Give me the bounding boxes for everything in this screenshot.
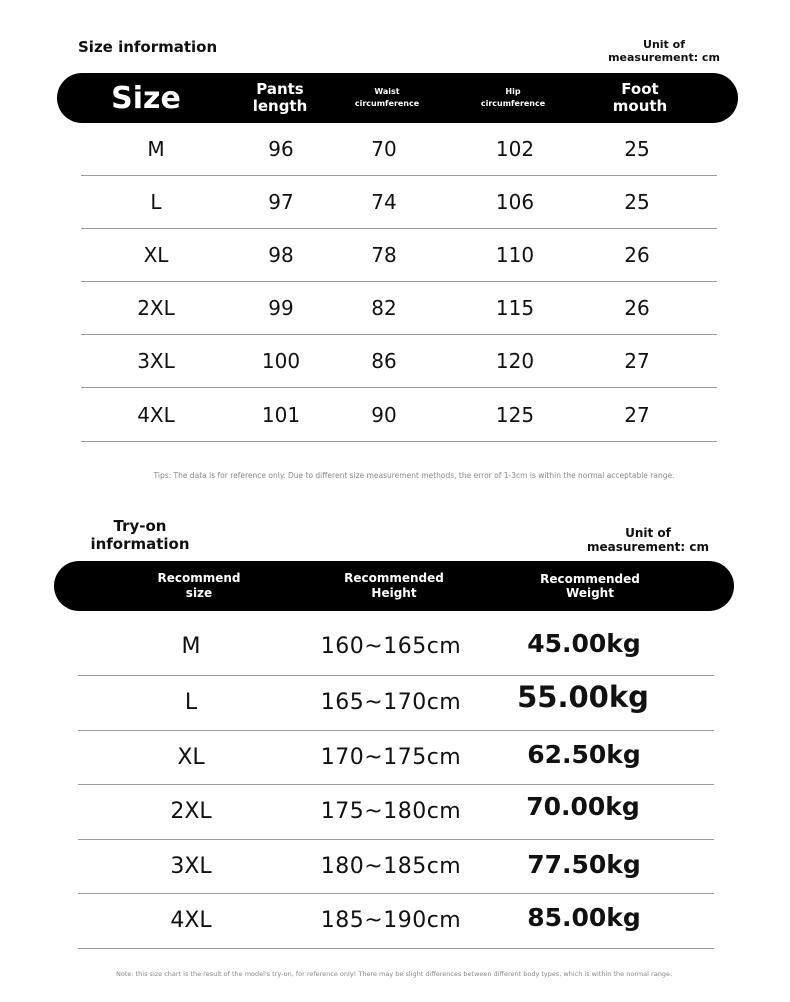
size-info-title: Size information [78,38,218,56]
cell-foot-mouth: 27 [624,402,650,427]
cell-recommended-weight: 77.50kg [527,849,641,879]
size-info-tip: Tips: The data is for reference only. Due to different size measurement methods, the error of 1-3cm is within the normal acceptable range. [153,471,675,480]
cell-waist: 86 [371,349,397,373]
cell-hip: 106 [495,190,535,214]
cell-hip: 110 [495,243,535,267]
header-recommend-size: Recommend size [157,571,241,600]
cell-recommend-size: 2XL [170,799,212,825]
cell-recommended-weight: 70.00kg [526,792,640,822]
tryon-info-unit-line2: measurement: cm [587,540,709,554]
table-row [81,176,717,229]
header-waist: Waist circumference [354,87,420,108]
cell-foot-mouth: 25 [624,137,650,161]
table-row [81,282,717,335]
cell-recommended-weight: 85.00kg [527,903,641,933]
cell-foot-mouth: 26 [624,296,650,320]
table-row [78,676,714,731]
cell-hip: 102 [495,137,535,161]
cell-pants-length: 100 [261,349,301,373]
cell-pants-length: 98 [268,243,294,267]
table-row [81,335,717,388]
header-recommended-weight: Recommended Weight [540,572,640,600]
tryon-table-header [54,561,734,611]
header-recommended-height: Recommended Height [344,571,444,600]
tryon-info-note: Note: this size chart is the result of the model's try-on, for reference only! There may be slight differences between different body types, which is within the normal range. [115,970,673,978]
cell-waist: 82 [371,296,397,320]
header-hip: Hip circumference [480,87,546,108]
cell-waist: 74 [371,190,397,214]
cell-size: 2XL [137,296,175,320]
size-table-header [57,73,738,123]
cell-hip: 125 [495,402,535,427]
cell-recommended-height: 165~170cm [320,690,462,716]
cell-hip: 120 [495,349,535,373]
cell-size: M [147,137,165,161]
cell-foot-mouth: 25 [624,190,650,214]
cell-pants-length: 97 [268,190,294,214]
cell-recommended-height: 185~190cm [320,908,462,934]
table-row [78,894,714,949]
size-info-unit-line1: Unit of [643,38,685,51]
cell-recommend-size: 4XL [170,908,212,934]
cell-recommended-weight: 55.00kg [517,679,649,714]
table-row [81,388,717,442]
tryon-info-unit-line1: Unit of [625,526,671,540]
size-info-unit [594,38,734,64]
cell-recommend-size: 3XL [170,853,212,879]
table-row [81,123,717,176]
cell-recommended-height: 180~185cm [320,853,462,879]
table-row [78,617,714,676]
cell-size: 4XL [137,402,175,427]
table-row [78,731,714,786]
table-row [81,229,717,282]
cell-recommended-height: 170~175cm [320,744,462,770]
cell-size: XL [143,243,169,267]
cell-size: 3XL [137,349,175,373]
size-info-unit-line2: measurement: cm [608,51,720,64]
cell-pants-length: 96 [268,137,294,161]
cell-recommend-size: M [181,633,201,659]
cell-recommended-height: 175~180cm [320,799,462,825]
cell-waist: 78 [371,243,397,267]
cell-pants-length: 99 [268,296,294,320]
header-pants-length: Pants length [252,80,308,115]
table-row [78,840,714,895]
cell-size: L [150,190,162,214]
cell-recommended-weight: 62.50kg [527,739,641,769]
tryon-info-title-line1: Try-on [113,517,167,535]
table-row [78,785,714,840]
cell-recommended-height: 160~165cm [320,633,462,659]
cell-recommend-size: XL [177,744,205,770]
cell-recommend-size: L [184,690,198,716]
cell-pants-length: 101 [261,402,301,427]
tryon-info-unit [583,526,713,554]
header-foot-mouth: Foot mouth [612,80,668,115]
cell-foot-mouth: 27 [624,349,650,373]
header-size: Size [111,80,181,116]
cell-hip: 115 [495,296,535,320]
cell-recommended-weight: 45.00kg [527,628,641,658]
tryon-info-title [84,517,196,553]
cell-waist: 90 [371,402,397,427]
tryon-info-title-line2: information [90,535,190,553]
cell-foot-mouth: 26 [624,243,650,267]
cell-waist: 70 [371,137,397,161]
